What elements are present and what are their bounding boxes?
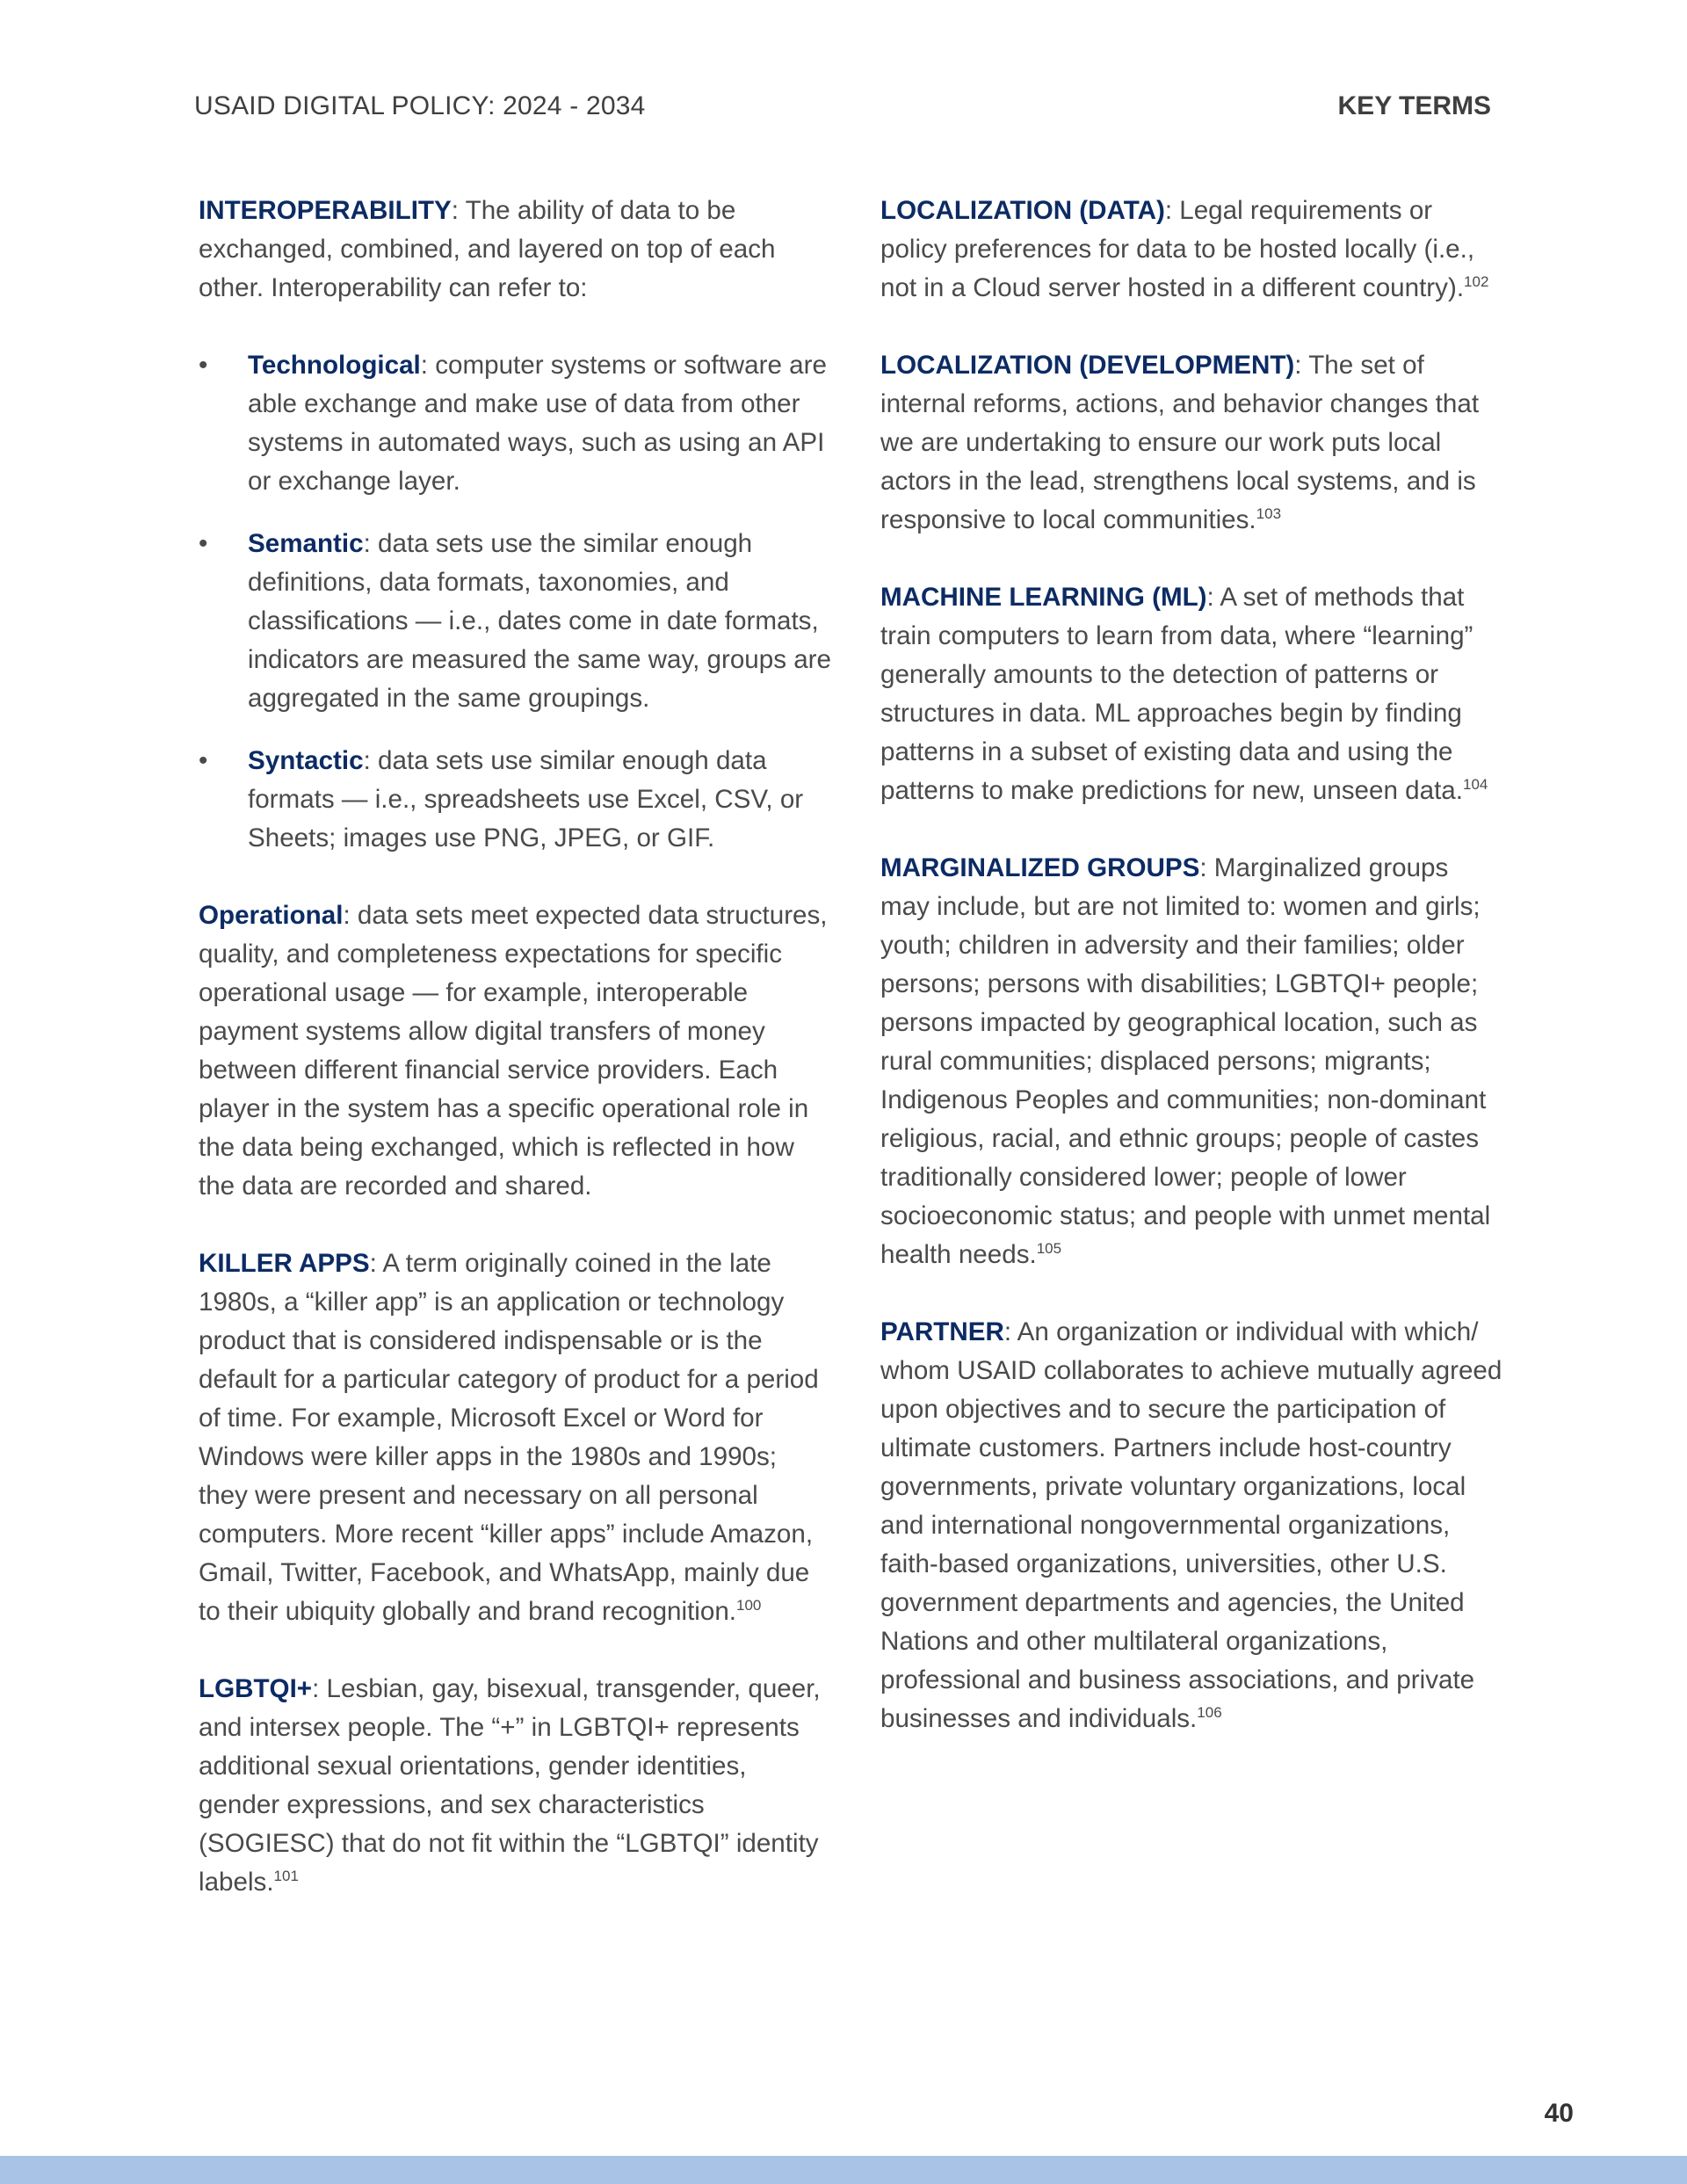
definition-text: : Legal requirements or policy preferences for data to be hosted locally (i.e., not in a Cloud server hosted in a different country). bbox=[880, 196, 1475, 302]
right-column bbox=[880, 192, 1504, 1777]
bullet-icon: • bbox=[199, 529, 208, 558]
interoperability-types-list bbox=[199, 346, 831, 858]
footnote-marker[interactable]: 103 bbox=[1256, 505, 1282, 523]
footnote-marker[interactable]: 102 bbox=[1464, 273, 1489, 291]
definition-text: : computer systems or software are able exchange and make use of data from other systems in automated ways, such as using an API or exchange layer. bbox=[248, 351, 827, 496]
footnote-marker[interactable]: 100 bbox=[736, 1597, 762, 1614]
entry-lgbtqi bbox=[199, 1670, 831, 1902]
term-label: LGBTQI+ bbox=[199, 1674, 313, 1703]
entry-partner bbox=[880, 1313, 1504, 1738]
left-column bbox=[199, 192, 831, 1941]
definition-text: : Lesbian, gay, bisexual, transgender, queer, and intersex people. The “+” in LGBTQI+ represents additional sexual orientations, gender identities, gender expressions, and sex characteristics (SOGIESC) that do not fit within the “LGBTQI” identity labels. bbox=[199, 1674, 821, 1897]
term-label: Technological bbox=[248, 351, 421, 380]
entry-marginalized-groups bbox=[880, 849, 1504, 1274]
definition-text: : Marginalized groups may include, but are not limited to: women and girls; youth; children in adversity and their families; older persons; persons with disabilities; LGBTQI+ people; persons impacted by geographical location, such as rural communities; displaced persons; migrants; Indigenous Peoples and communities; non-dominant religious, racial, and ethnic groups; people of castes traditionally considered lower; people of lower socioeconomic status; and people with unmet mental health needs. bbox=[880, 853, 1491, 1269]
term-label: Syntactic bbox=[248, 746, 364, 775]
footnote-marker[interactable]: 101 bbox=[273, 1868, 299, 1885]
term-label: KILLER APPS bbox=[199, 1249, 370, 1278]
entry-killer-apps bbox=[199, 1244, 831, 1631]
list-item-technological bbox=[199, 346, 831, 501]
term-label: LOCALIZATION (DEVELOPMENT) bbox=[880, 351, 1295, 380]
definition-text: : The set of internal reforms, actions, and behavior changes that we are undertaking to ensure our work puts local actors in the lead, strengthens local systems, and is responsive to local communities. bbox=[880, 351, 1480, 534]
entry-localization-data bbox=[880, 192, 1504, 308]
term-label: LOCALIZATION (DATA) bbox=[880, 196, 1165, 225]
definition-text: : An organization or individual with which/ whom USAID collaborates to achieve mutually agreed upon objectives and to secure the participation of ultimate customers. Partners include host-country governments, private voluntary organizations, local and international nongovernmental organizations, faith-based organizations, universities, other U.S. government departments and agencies, the United Nations and other multilateral organizations, professional and business associations, and private businesses and individuals. bbox=[880, 1317, 1502, 1733]
footnote-marker[interactable]: 106 bbox=[1197, 1704, 1222, 1722]
entry-interoperability bbox=[199, 192, 831, 308]
definition-text: : data sets meet expected data structures, quality, and completeness expectations for specific operational usage — for example, interoperable payment systems allow digital transfers of money between different financial service providers. Each player in the system has a specific operational role in the data being exchanged, which is reflected in how the data are recorded and shared. bbox=[199, 901, 828, 1201]
bullet-icon: • bbox=[199, 351, 208, 380]
document-title: USAID DIGITAL POLICY: 2024 - 2034 bbox=[194, 91, 646, 120]
entry-operational bbox=[199, 896, 831, 1206]
term-label: PARTNER bbox=[880, 1317, 1004, 1346]
definition-text: : A term originally coined in the late 1980s, a “killer app” is an application or technology product that is considered indispensable or is the default for a particular category of product for a period of time. For example, Microsoft Excel or Word for Windows were killer apps in the 1980s and 1990s; they were present and necessary on all personal computers. More recent “killer apps” include Amazon, Gmail, Twitter, Facebook, and WhatsApp, mainly due to their ubiquity globally and brand recognition. bbox=[199, 1249, 819, 1626]
entry-machine-learning bbox=[880, 578, 1504, 810]
term-label: Semantic bbox=[248, 529, 364, 558]
bullet-icon: • bbox=[199, 746, 208, 775]
footer-band bbox=[0, 2156, 1687, 2184]
list-item-semantic bbox=[199, 525, 831, 718]
definition-text: : A set of methods that train computers to learn from data, where “learning” generally amounts to the detection of patterns or structures in data. ML approaches begin by finding patterns in a subset of existing data and using the patterns to make predictions for new, unseen data. bbox=[880, 583, 1473, 805]
definition-text: : The ability of data to be exchanged, combined, and layered on top of each other. Interoperability can refer to: bbox=[199, 196, 776, 302]
term-label: INTEROPERABILITY bbox=[199, 196, 452, 225]
term-label: MARGINALIZED GROUPS bbox=[880, 853, 1200, 882]
section-title: KEY TERMS bbox=[1337, 91, 1491, 120]
definition-text: : data sets use similar enough data formats — i.e., spreadsheets use Excel, CSV, or Sheets; images use PNG, JPEG, or GIF. bbox=[248, 746, 804, 853]
term-label: Operational bbox=[199, 901, 344, 930]
page-number: 40 bbox=[1544, 2099, 1574, 2128]
entry-localization-development bbox=[880, 346, 1504, 540]
definition-text: : data sets use the similar enough definitions, data formats, taxonomies, and classifications — i.e., dates come in date formats, indicators are measured the same way, groups are aggregated in the same groupings. bbox=[248, 529, 831, 713]
footnote-marker[interactable]: 104 bbox=[1462, 776, 1488, 794]
term-label: MACHINE LEARNING (ML) bbox=[880, 583, 1207, 612]
footnote-marker[interactable]: 105 bbox=[1036, 1240, 1062, 1258]
list-item-syntactic bbox=[199, 742, 831, 858]
